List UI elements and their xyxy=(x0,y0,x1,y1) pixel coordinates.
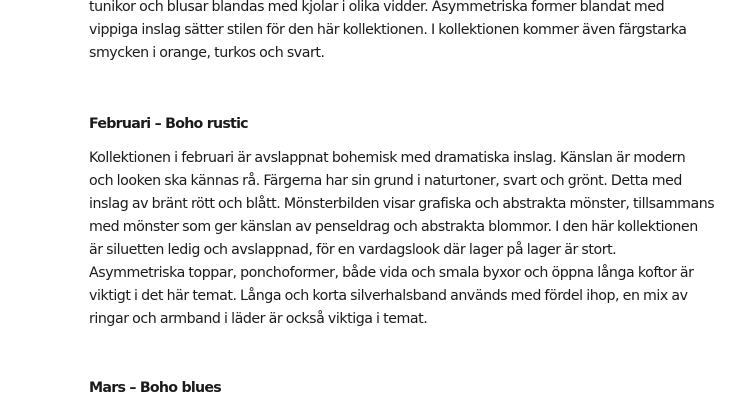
paragraph-line: och looken ska kännas rå. Färgerna har sin grund i naturtoner, svart och grönt. Detta med xyxy=(89,173,682,189)
paragraph-line: är siluetten ledig och avslappnad, för en vardagslook där lager på lager är stort. xyxy=(89,242,617,258)
paragraph-line: Asymmetriska toppar, ponchoformer, både vida och smala byxor och öppna långa koftor är xyxy=(89,265,694,281)
intro-paragraph xyxy=(89,0,687,65)
section-heading-mars: Mars – Boho blues xyxy=(89,380,221,396)
paragraph-line: ringar och armband i läder är också viktiga i temat. xyxy=(89,311,428,327)
paragraph-line: tunikor och blusar blandas med kjolar i olika vidder. Asymmetriska former blandat med xyxy=(89,0,665,15)
paragraph-line: vippiga inslag sätter stilen för den här kollektionen. I kollektionen kommer även färgstarka xyxy=(89,22,687,38)
section-heading-februari: Februari – Boho rustic xyxy=(89,116,248,132)
paragraph-line: smycken i orange, turkos och svart. xyxy=(89,45,325,61)
paragraph-line: Kollektionen i februari är avslappnat bohemisk med dramatiska inslag. Känslan är modern xyxy=(89,150,686,166)
paragraph-line: inslag av bränt rött och blått. Mönsterbilden visar grafiska och abstrakta mönster, tillsammans xyxy=(89,196,715,212)
februari-paragraph xyxy=(89,147,714,331)
paragraph-line: med mönster som ger känslan av penseldrag och abstrakta blommor. I den här kollektionen xyxy=(89,219,698,235)
paragraph-line: viktigt i det här temat. Långa och korta silverhalsband används med fördel ihop, en mix av xyxy=(89,288,688,304)
